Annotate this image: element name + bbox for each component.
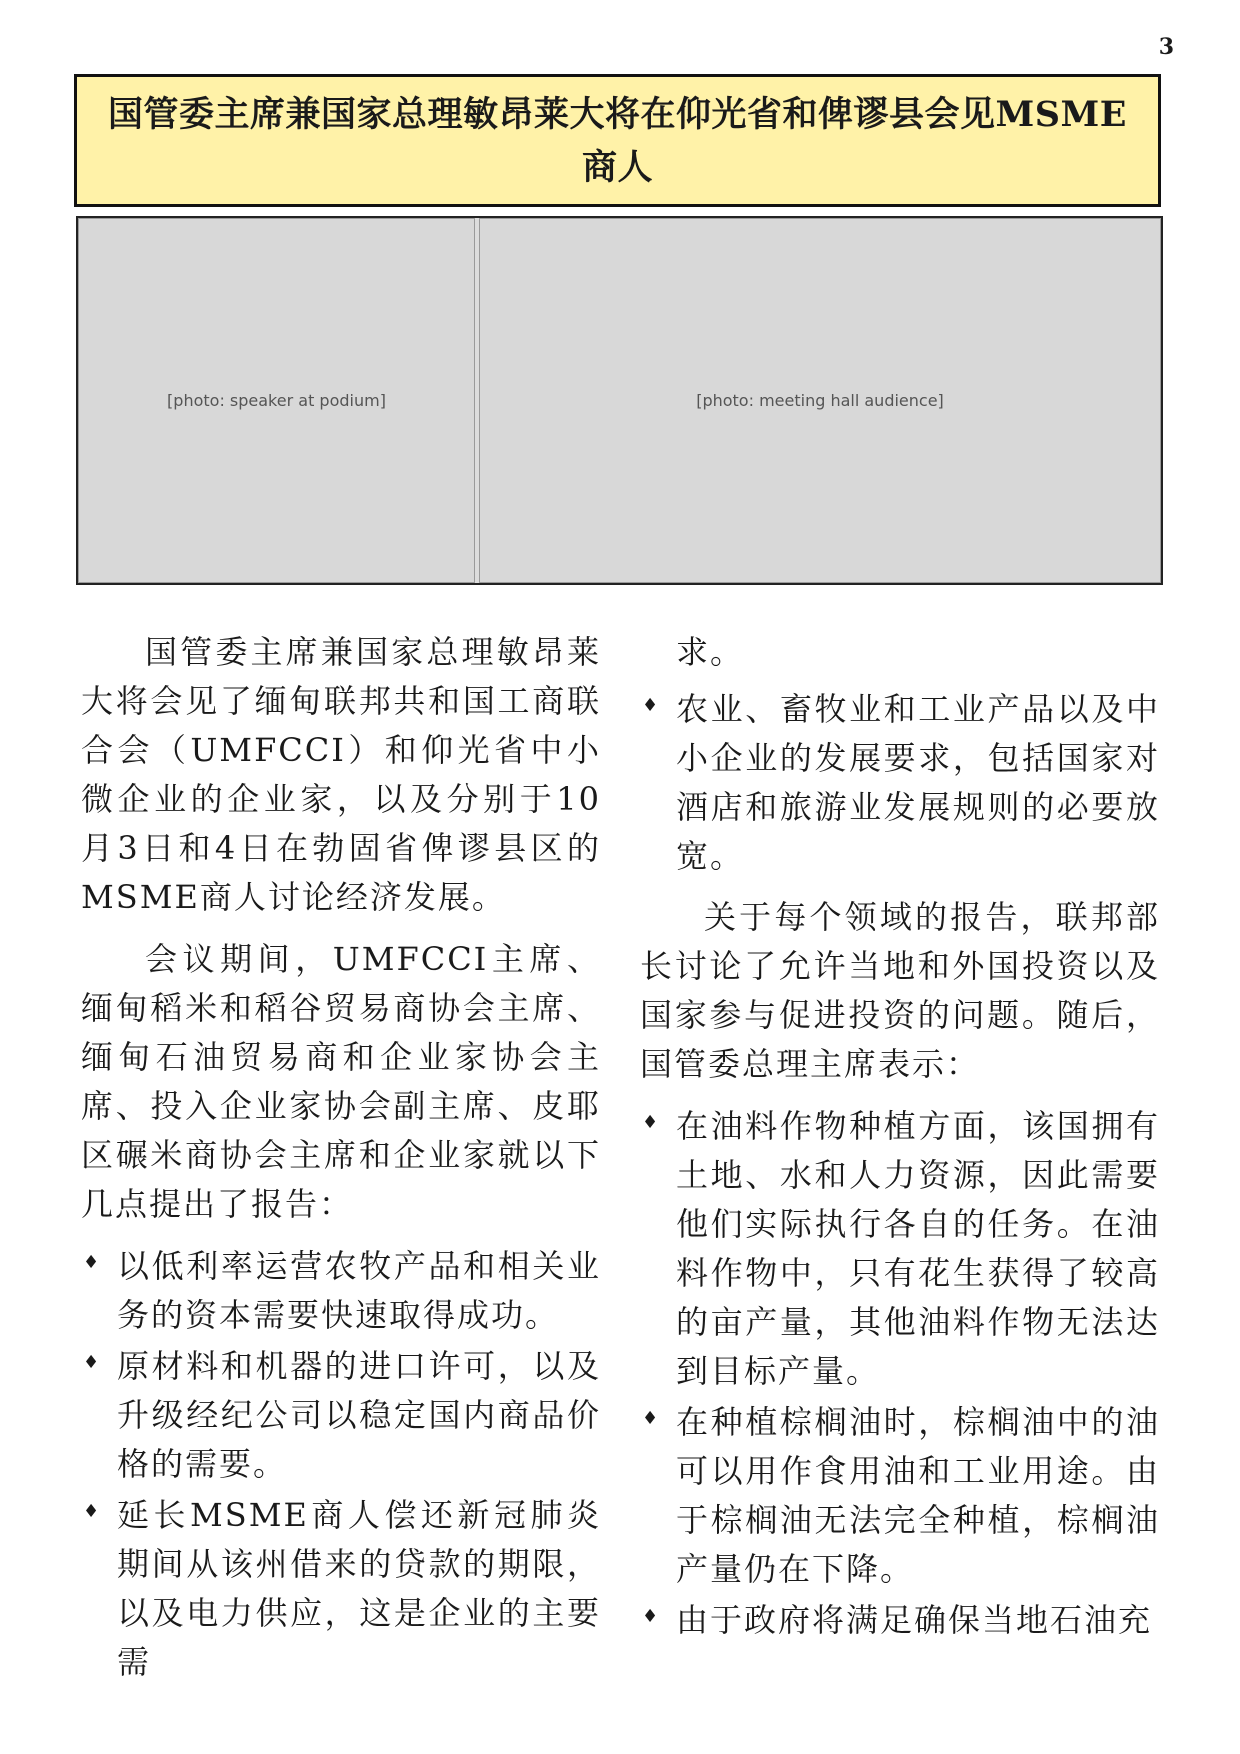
photo-audience: [photo: meeting hall audience] xyxy=(479,218,1161,583)
diamond-bullet-icon: ♦ xyxy=(83,1352,102,1373)
continued-text: 求。 xyxy=(676,633,745,671)
list-item xyxy=(81,1342,601,1489)
diamond-bullet-icon: ♦ xyxy=(83,1501,102,1522)
diamond-bullet-icon: ♦ xyxy=(83,1252,102,1273)
list-item-text: 由于政府将满足确保当地石油充 xyxy=(676,1601,1153,1639)
list-item-text: 农业、畜牧业和工业产品以及中小企业的发展要求，包括国家对酒店和旅游业发展规则的必要放宽。 xyxy=(676,690,1160,875)
diamond-bullet-icon: ♦ xyxy=(642,1606,661,1627)
list-item-text: 在油料作物种植方面，该国拥有土地、水和人力资源，因此需要他们实际执行各自的任务。在油料作物中，只有花生获得了较高的亩产量，其他油料作物无法达到目标产量。 xyxy=(676,1107,1160,1390)
list-item-text: 原材料和机器的进口许可，以及升级经纪公司以稳定国内商品价格的需要。 xyxy=(117,1347,601,1483)
statement-list xyxy=(640,1102,1160,1645)
diamond-bullet-icon: ♦ xyxy=(642,1112,661,1133)
request-list xyxy=(640,685,1160,881)
diamond-bullet-icon: ♦ xyxy=(642,695,661,716)
paragraph-minister: 关于每个领域的报告，联邦部长讨论了允许当地和外国投资以及国家参与促进投资的问题。随后，国管委总理主席表示： xyxy=(640,898,1160,1083)
list-item xyxy=(640,1398,1160,1594)
list-item xyxy=(640,1596,1160,1645)
photo-strip xyxy=(76,216,1163,585)
list-item xyxy=(81,1242,601,1340)
list-item-text: 延长MSME商人偿还新冠肺炎期间从该州借来的贷款的期限，以及电力供应，这是企业的主要需 xyxy=(117,1496,601,1681)
paragraph-meeting: 会议期间，UMFCCI主席、缅甸稻米和稻谷贸易商协会主席、缅甸石油贸易商和企业家协会主席、投入企业家协会副主席、皮耶区碾米商协会主席和企业家就以下几点提出了报告： xyxy=(81,940,601,1223)
page-title: 国管委主席兼国家总理敏昂莱大将在仰光省和俾谬县会见MSME商人 xyxy=(108,93,1127,188)
right-column xyxy=(640,628,1160,1657)
left-column xyxy=(81,628,601,1699)
title-box xyxy=(74,74,1161,207)
diamond-bullet-icon: ♦ xyxy=(642,1408,661,1429)
report-list xyxy=(81,1242,601,1687)
paragraph-intro: 国管委主席兼国家总理敏昂莱大将会见了缅甸联邦共和国工商联合会（UMFCCI）和仰光省中小微企业的企业家，以及分别于10月3日和4日在勃固省俾谬县区的MSME商人讨论经济发展。 xyxy=(81,633,601,916)
list-item-text: 以低利率运营农牧产品和相关业务的资本需要快速取得成功。 xyxy=(117,1247,601,1334)
list-item xyxy=(640,1102,1160,1396)
page-number: 3 xyxy=(1158,34,1174,60)
photo-speaker: [photo: speaker at podium] xyxy=(78,218,475,583)
list-item xyxy=(640,685,1160,881)
list-item-text: 在种植棕榈油时，棕榈油中的油可以用作食用油和工业用途。由于棕榈油无法完全种植，棕榈油产量仍在下降。 xyxy=(676,1403,1160,1588)
list-item xyxy=(81,1491,601,1687)
